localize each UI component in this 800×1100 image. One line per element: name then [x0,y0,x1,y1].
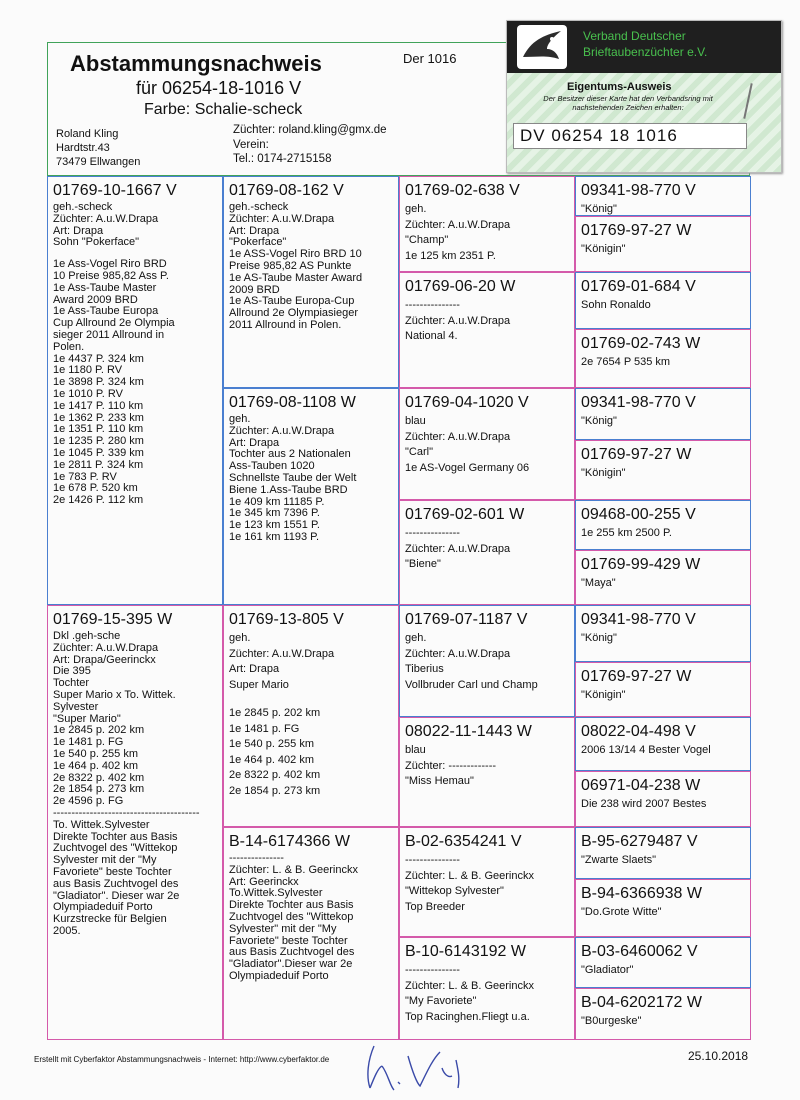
cell-line: "Miss Hemau" [405,775,474,787]
cell-line: aus Basis Zuchtvogel des [229,946,355,959]
pedigree-cell [575,937,751,988]
cell-line: 1e 1481 p. FG [229,722,300,735]
pedigree-cell [399,717,575,827]
cell-line: Olympiadeduif Porto [229,969,329,982]
cell-line: "Wittekop Sylvester" [405,885,504,897]
cell-line: Sohn "Pokerface" [53,236,140,249]
cell-line: Zuchtvogel des "Wittekop [53,842,178,855]
cell-line: Züchter: A.u.W.Drapa [405,542,511,555]
cell-line: Tochter [53,677,90,690]
ring-number-label: B-95-6279487 V [581,833,698,850]
cell-line: "Maya" [581,577,616,589]
ownership-card [506,20,782,173]
cell-line: blau [405,415,426,427]
cell-line: "Gladiator" [581,964,634,976]
ring-number-label: B-94-6366938 W [581,885,702,902]
pedigree-cell [575,879,751,937]
cell-line: 1e 255 km 2500 P. [581,527,672,539]
ring-number-label: 01769-06-20 W [405,278,516,295]
footer-credit: Erstellt mit Cyberfaktor Abstammungsnachweis - Internet: http://www.cyberfaktor.de [34,1055,330,1064]
owner-city: 73479 Ellwangen [56,156,141,168]
cell-line: Direkte Tochter aus Basis [229,899,354,912]
cell-line: 2e 1854 p. 273 km [229,784,321,797]
cell-line: Tochter aus 2 Nationalen [229,448,351,461]
pedigree-cell [223,388,399,605]
cell-line: Olympiadeduif Porto [53,901,153,914]
cell-line: Die 395 [53,665,91,678]
cell-line: 1e 345 km 7396 P. [229,507,320,520]
card-title: Eigentums-Ausweis [567,81,672,93]
cell-line: "Biene" [405,558,441,570]
cell-line: 1e 540 p. 255 km [229,738,315,750]
cell-line: Kurzstrecke für Belgien [53,913,167,926]
cell-line: Favoriete" beste Tochter [53,865,172,878]
cell-line: Tiberius [405,663,444,675]
pedigree-cell [399,388,575,500]
pedigree-cell [575,329,751,388]
ring-number-label: B-03-6460062 V [581,943,698,960]
cell-line: --------------- [405,299,460,311]
cell-line: geh.-scheck [229,201,289,213]
cell-line: "König" [581,203,617,215]
cell-line: "Do.Grote Witte" [581,906,662,918]
owner-address [56,127,140,169]
cell-line: Allround 2e Olympiasieger [229,307,359,320]
cell-line: "Königin" [581,243,626,255]
cell-line: 1e 2845 p. 202 km [53,724,145,737]
cell-line: geh. [405,632,427,644]
cell-line: Super Mario x To. Wittek. [53,688,176,701]
cell-line: "Super Mario" [53,712,121,725]
pedigree-cell [399,937,575,1040]
cell-line: Favoriete" beste Tochter [229,934,348,947]
cell-line: 1e 161 km 1193 P. [229,530,320,543]
ring-number-label: 01769-04-1020 V [405,394,529,411]
card-organisation [583,28,707,60]
cell-line: 1e 125 km 2351 P. [405,249,496,262]
cell-line: 1e 123 km 1551 P. [229,519,320,532]
cell-line: "Königin" [581,689,626,701]
ring-number-label: 01769-02-638 V [405,182,520,199]
cell-line: "B0urgeske" [581,1015,642,1027]
cell-line: 2e 4596 p. FG [53,795,124,808]
ring-number-label: B-02-6354241 V [405,833,522,850]
cell-line: 1e 1417 P. 110 km [53,399,144,412]
pedigree-cell [223,176,399,388]
cell-line: --------------- [405,527,460,539]
pedigree-cell [575,216,751,272]
cell-line: "Champ" [405,234,449,246]
pigeon-logo-icon [517,25,567,69]
ring-number-label: 01769-02-601 W [405,506,525,523]
cell-line: To. Wittek.Sylvester [53,818,150,831]
cell-line: Züchter: ------------- [405,759,497,772]
cell-line: --------------- [405,854,460,866]
cell-line: "König" [581,632,617,644]
cell-line: 1e Ass-Vogel Riro BRD [53,258,167,271]
cell-line: Ass-Tauben 1020 [229,460,315,473]
ring-number-label: 01769-13-805 V [229,611,344,628]
cell-line: 1e 783 P. RV [53,470,117,483]
owner-name: Roland Kling [56,128,119,140]
ring-number-label: 01769-07-1187 V [405,611,528,628]
pedigree-cell [575,717,751,771]
ring-number-label: B-14-6174366 W [229,833,350,850]
cell-line: 2e 7654 P 535 km [581,356,671,368]
card-body [507,73,781,172]
cell-line: Art: Drapa [53,224,104,237]
cell-line: 1e 1180 P. RV [53,364,123,377]
cell-line: 2e 1854 p. 273 km [53,783,145,796]
pedigree-cell [399,500,575,605]
cell-line: Sylvester" mit der "My [229,922,337,935]
page-title: Abstammungsnachweis [70,51,322,76]
cell-line: Direkte Tochter aus Basis [53,830,178,843]
pedigree-cell [399,605,575,717]
cell-line: geh. [229,413,251,425]
cell-line: 1e AS-Vogel Germany 06 [405,461,530,474]
cell-line: Züchter: L. & B. Geerinckx [405,869,534,882]
pedigree-cell [575,272,751,329]
ring-number-label: 01769-08-162 V [229,182,344,199]
pedigree-cell [575,827,751,879]
ring-number-label: 01769-08-1108 W [229,394,356,411]
cell-line: 1e 1235 P. 280 km [53,435,144,448]
card-description: Der Besitzer dieser Karte hat den Verbandsring mit nachstehenden Zeichen erhalten: [543,94,713,112]
cell-line: 2e 8322 p. 402 km [229,769,321,781]
color-label: Farbe: Schalie-scheck [144,101,303,118]
pedigree-cell [575,988,751,1040]
pedigree-cell [575,771,751,827]
footer-date: 25.10.2018 [688,1049,749,1063]
pedigree-cell [575,500,751,550]
cell-line: "Königin" [581,467,626,479]
cell-line: Züchter: A.u.W.Drapa [405,218,511,231]
ring-number-label: 01769-15-395 W [53,611,173,628]
card-header [507,21,781,73]
cell-line: Award 2009 BRD [53,293,138,306]
cell-line: geh. [405,203,427,215]
cell-line: blau [405,744,426,756]
ring-number-label: 01769-97-27 W [581,668,692,685]
cell-line: Art: Drapa [229,663,280,675]
cell-line: Die 238 wird 2007 Bestes [581,798,707,810]
cell-line: Art: Drapa/Geerinckx [53,653,156,666]
cell-line: Top Breeder [405,900,465,913]
cell-line: Top Racinghen.Fliegt u.a. [405,1010,530,1023]
ring-number-label: 01769-10-1667 V [53,182,177,199]
cell-line: Sohn Ronaldo [581,299,651,311]
card-ring-number: DV 06254 18 1016 [513,123,747,149]
cell-line: --------------- [405,964,460,976]
cell-line: --------------- [229,852,284,864]
ring-number: für 06254-18-1016 V [136,78,302,98]
card-pen-mark [743,83,752,119]
cell-line: 1e ASS-Vogel Riro BRD 10 [229,248,362,261]
cell-line: 2009 BRD [229,283,280,296]
pedigree-cell [47,605,223,1040]
cell-line: 1e 2811 P. 324 km [53,458,144,471]
cell-line: Züchter: A.u.W.Drapa [53,641,159,654]
cell-line: Polen. [53,340,85,353]
cell-line: "My Favoriete" [405,995,477,1007]
cell-line: aus Basis Zuchtvogel des [53,877,179,890]
breeder-phone: Tel.: 0174-2715158 [233,153,332,165]
cell-line: Art: Geerinckx [229,875,299,888]
cell-line: Züchter: A.u.W.Drapa [229,212,335,225]
cell-line: ---------------------------------------- [53,806,200,819]
signature [360,1038,470,1098]
cell-line: Art: Drapa [229,224,280,237]
pedigree-cell [575,662,751,717]
owner-street: Hardtstr.43 [56,142,110,154]
cell-line: Cup Allround 2e Olympia [53,317,175,330]
ring-number-label: 08022-11-1443 W [405,723,532,740]
pedigree-cell [399,827,575,937]
ring-number-label: 06971-04-238 W [581,777,701,794]
cell-line: 2006 13/14 4 Bester Vogel [581,744,711,756]
cell-line: Super Mario [229,678,289,691]
cell-line: Vollbruder Carl und Champ [405,678,538,691]
cell-line: To.Wittek.Sylvester [229,887,323,900]
pedigree-cell [575,550,751,605]
cell-line: Sylvester mit der "My [53,854,157,867]
card-org-line1: Verband Deutscher [583,29,686,43]
card-org-line2: Brieftaubenzüchter e.V. [583,45,708,59]
cell-line: Züchter: L. & B. Geerinckx [229,863,358,876]
der-label: Der 1016 [403,51,457,66]
cell-line: 1e 409 km 11185 P. [229,495,325,508]
ring-number-label: 09341-98-770 V [581,182,696,199]
ring-number-label: B-04-6202172 W [581,994,702,1011]
cell-line: Preise 985,82 AS Punkte [229,259,352,272]
cell-line: Biene 1.Ass-Taube BRD [229,483,348,496]
cell-line: 2011 Allround in Polen. [229,318,342,331]
cell-line: Schnellste Taube der Welt [229,471,357,484]
cell-line: "Pokerface" [229,236,287,249]
cell-line: "Gladiator".Dieser war 2e [229,958,353,971]
pedigree-cell [575,388,751,440]
cell-line: "Zwarte Slaets" [581,854,657,866]
cell-line: Züchter: A.u.W.Drapa [405,430,511,443]
cell-line: "Gladiator". Dieser war 2e [53,889,180,902]
ring-number-label: 08022-04-498 V [581,723,696,740]
ring-number-label: 09468-00-255 V [581,506,696,523]
cell-line: 10 Preise 985,82 Ass P. [53,269,169,282]
cell-line: National 4. [405,330,458,342]
cell-line: Züchter: A.u.W.Drapa [53,212,159,225]
cell-line: Züchter: A.u.W.Drapa [229,424,335,437]
cell-line: Züchter: A.u.W.Drapa [405,314,511,327]
cell-line: geh.-scheck [53,201,113,213]
pedigree-cell [575,176,751,216]
pedigree-cell [223,827,399,1040]
ring-number-label: 01769-01-684 V [581,278,696,295]
cell-line: 1e 3898 P. 324 km [53,376,144,389]
cell-line: "König" [581,415,617,427]
cell-line: 1e 464 p. 402 km [229,753,315,766]
cell-line: "Carl" [405,446,433,458]
cell-line: sieger 2011 Allround in [53,328,165,341]
cell-line: Sylvester [53,700,99,713]
cell-line: 1e 1045 P. 339 km [53,446,144,459]
pedigree-cell [575,440,751,500]
pedigree-cell [575,605,751,662]
cell-line: 1e Ass-Taube Europa [53,305,159,318]
ring-number-label: B-10-6143192 W [405,943,526,960]
ring-number-label: 01769-97-27 W [581,446,692,463]
ring-number-label: 09341-98-770 V [581,611,696,628]
ring-number-label: 09341-98-770 V [581,394,696,411]
cell-line: 2e 8322 p. 402 km [53,771,145,784]
cell-line: 1e 1010 P. RV [53,387,123,400]
cell-line: geh. [229,632,251,644]
cell-line: Züchter: A.u.W.Drapa [405,647,511,660]
breeder-club: Verein: [233,138,269,151]
cell-line [229,694,393,704]
pedigree-cell [223,605,399,827]
ring-number-label: 01769-02-743 W [581,335,701,352]
cell-line: 1e AS-Taube Master Award [229,271,363,284]
cell-line: Züchter: L. & B. Geerinckx [405,979,534,992]
pedigree-cell [47,176,223,605]
cell-line: 2e 1426 P. 112 km [53,494,144,507]
cell-line: Züchter: A.u.W.Drapa [229,647,335,660]
cell-line: 1e 464 p. 402 km [53,759,139,772]
cell-line: 1e Ass-Taube Master [53,281,157,294]
cell-line: 1e 678 P. 520 km [53,482,138,495]
pedigree-cell [399,272,575,388]
breeder-email: Züchter: roland.kling@gmx.de [233,124,387,136]
cell-line: Art: Drapa [229,436,280,449]
cell-line: Zuchtvogel des "Wittekop [229,910,354,923]
breeder-contact [233,123,387,167]
pedigree-cell [399,176,575,272]
ring-number-label: 01769-97-27 W [581,222,692,239]
ring-number-label: 01769-99-429 W [581,556,701,573]
cell-line: Dkl .geh-sche [53,630,121,642]
cell-line: 1e 540 p. 255 km [53,747,139,760]
cell-line: 2005. [53,924,81,937]
cell-line: 1e 1351 P. 110 km [53,423,144,436]
cell-line: 1e 1481 p. FG [53,736,124,749]
cell-line: 1e 1362 P. 233 km [53,411,144,424]
cell-line: 1e 4437 P. 324 km [53,352,144,365]
cell-line: 1e AS-Taube Europa-Cup [229,295,355,308]
cell-line: 1e 2845 p. 202 km [229,707,321,719]
